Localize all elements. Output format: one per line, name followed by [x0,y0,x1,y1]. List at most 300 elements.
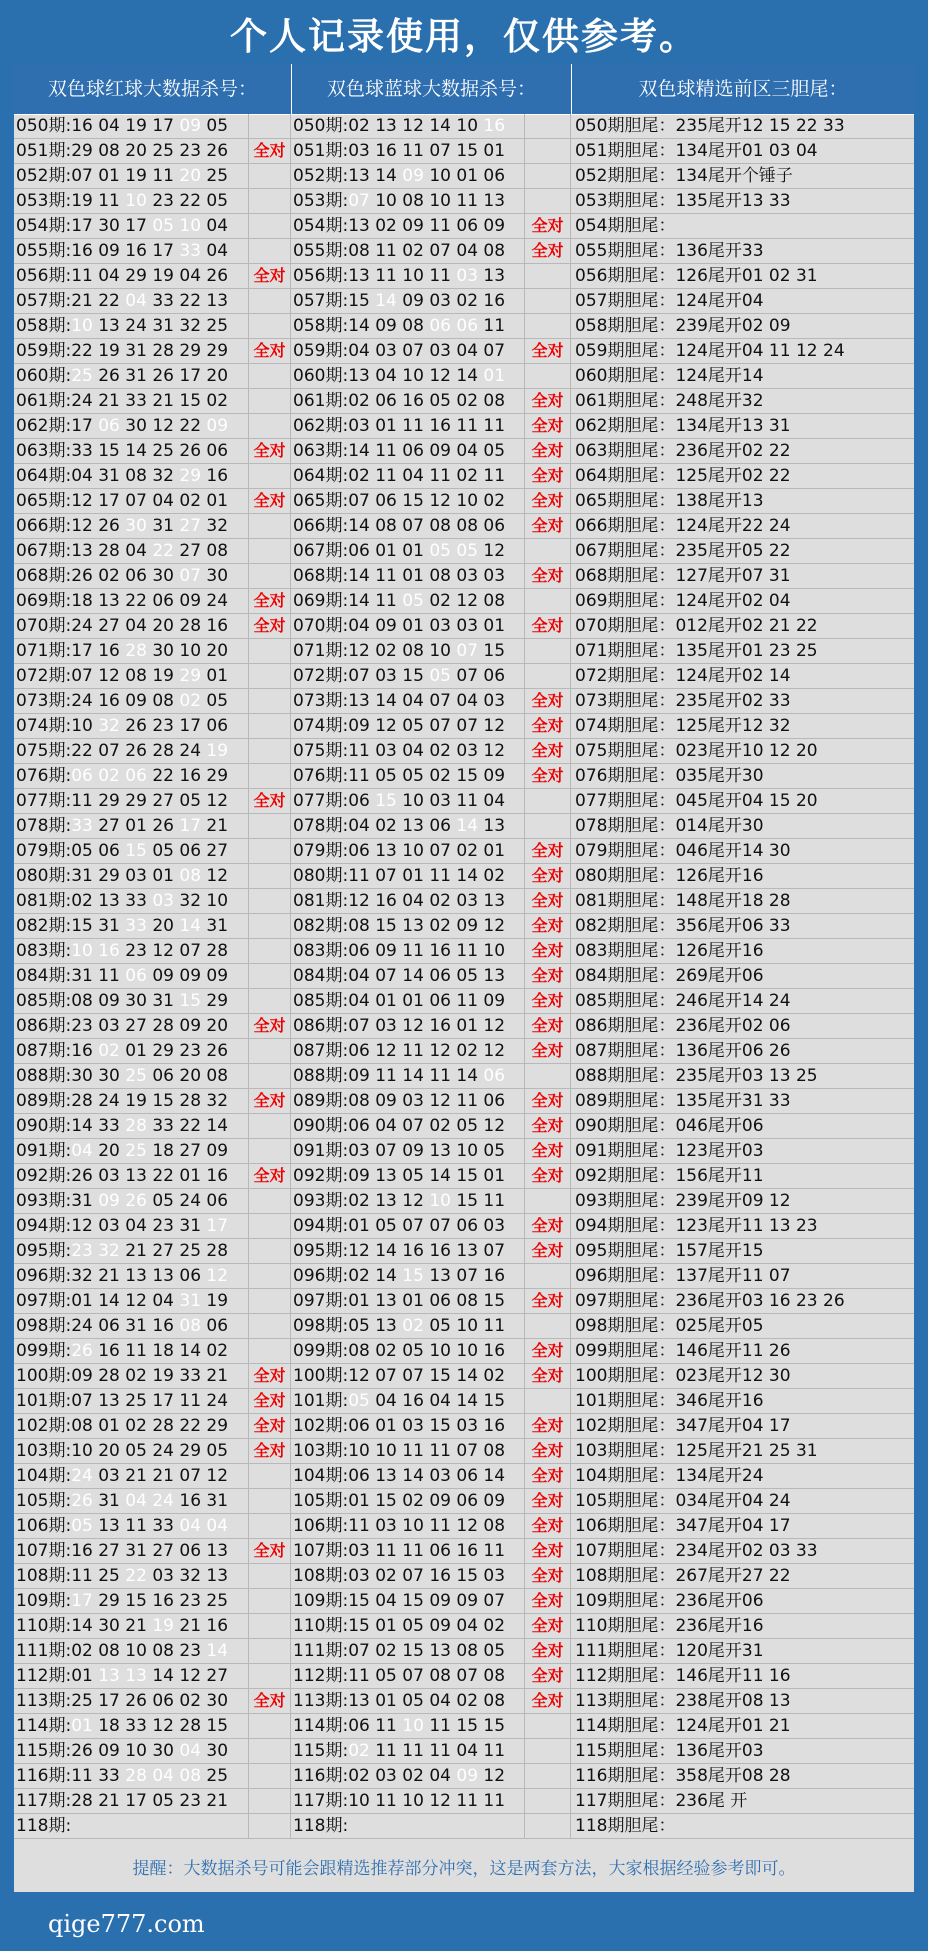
table-row [14,939,914,964]
red-kill-cell: 098期:24 06 31 16 08 06 [14,1314,249,1339]
blue-result-badge [525,639,571,664]
tail-pick-cell: 081期胆尾：148尾开18 28 [575,891,791,911]
table-row [14,1714,914,1739]
table-row [14,564,914,589]
blue-kill-cell: 091期:03 07 09 13 10 05 [291,1139,525,1164]
tail-pick-cell: 072期胆尾：124尾开02 14 [575,666,791,686]
blue-kill-cell: 066期:14 08 07 08 08 06 [291,514,525,539]
table-row [14,1264,914,1289]
blue-kill-cell: 078期:04 02 13 06 14 13 [291,814,525,839]
blue-result-badge: 全对 [525,714,571,739]
blue-kill-cell: 061期:02 06 16 05 02 08 [291,389,525,414]
blue-kill-cell: 063期:14 11 06 09 04 05 [291,439,525,464]
red-kill-cell: 091期:04 20 25 18 27 09 [14,1139,249,1164]
red-kill-cell: 072期:07 12 08 19 29 01 [14,664,249,689]
blue-kill-cell: 053期:07 10 08 10 11 13 [291,189,525,214]
tail-pick-cell: 106期胆尾：347尾开04 17 [575,1516,791,1536]
blue-kill-cell: 110期:15 01 05 09 04 02 [291,1614,525,1639]
blue-result-badge: 全对 [525,1039,571,1064]
blue-result-badge [525,1739,571,1764]
table-row [14,514,914,539]
blue-kill-cell: 052期:13 14 09 10 01 06 [291,164,525,189]
header-blue-kill: 双色球蓝球大数据杀号： [291,64,571,114]
tail-pick-cell: 090期胆尾：046尾开06 [575,1116,764,1136]
red-result-badge [249,1314,291,1339]
red-result-badge [249,564,291,589]
blue-result-badge: 全对 [525,1639,571,1664]
red-kill-cell: 117期:28 21 17 05 23 21 [14,1789,249,1814]
table-row [14,1189,914,1214]
header-tail-picks: 双色球精选前区三胆尾： [571,64,914,114]
red-result-badge [249,214,291,239]
table-row [14,1414,914,1439]
red-kill-cell: 081期:02 13 33 03 32 10 [14,889,249,914]
table-row [14,364,914,389]
red-kill-cell: 058期:10 13 24 31 32 25 [14,314,249,339]
table-row [14,1464,914,1489]
table-row [14,164,914,189]
blue-kill-cell: 074期:09 12 05 07 07 12 [291,714,525,739]
red-result-badge: 全对 [249,489,291,514]
table-row [14,1239,914,1264]
red-result-badge: 全对 [249,1414,291,1439]
tail-pick-cell: 103期胆尾：125尾开21 25 31 [575,1441,818,1461]
table-row [14,1289,914,1314]
blue-result-badge: 全对 [525,764,571,789]
blue-result-badge: 全对 [525,739,571,764]
red-kill-cell: 075期:22 07 26 28 24 19 [14,739,249,764]
red-result-badge [249,1064,291,1089]
tail-pick-cell: 102期胆尾：347尾开04 17 [575,1416,791,1436]
red-result-badge: 全对 [249,139,291,164]
red-result-badge: 全对 [249,1164,291,1189]
tail-pick-cell: 078期胆尾：014尾开30 [575,816,764,836]
table-row [14,1539,914,1564]
red-kill-cell: 085期:08 09 30 31 15 29 [14,989,249,1014]
blue-result-badge: 全对 [525,1414,571,1439]
blue-kill-cell: 080期:11 07 01 11 14 02 [291,864,525,889]
table-row [14,614,914,639]
red-kill-cell: 070期:24 27 04 20 28 16 [14,614,249,639]
red-kill-cell: 106期:05 13 11 33 04 04 [14,1514,249,1539]
red-kill-cell: 068期:26 02 06 30 07 30 [14,564,249,589]
red-result-badge [249,739,291,764]
tail-pick-cell: 062期胆尾：134尾开13 31 [575,416,791,436]
red-result-badge [249,389,291,414]
table-row [14,139,914,164]
blue-result-badge [525,1789,571,1814]
tail-pick-cell: 116期胆尾：358尾开08 28 [575,1766,791,1786]
red-result-badge [249,689,291,714]
blue-result-badge: 全对 [525,1014,571,1039]
table-row [14,1739,914,1764]
tail-pick-cell: 052期胆尾：134尾开个锤子 [575,166,793,186]
red-kill-cell: 104期:24 03 21 21 07 12 [14,1464,249,1489]
red-result-badge: 全对 [249,1364,291,1389]
table-row [14,1164,914,1189]
blue-kill-cell: 095期:12 14 16 16 13 07 [291,1239,525,1264]
table-row [14,914,914,939]
red-kill-cell: 071期:17 16 28 30 10 20 [14,639,249,664]
red-result-badge [249,1714,291,1739]
blue-kill-cell: 105期:01 15 02 09 06 09 [291,1489,525,1514]
blue-kill-cell: 089期:08 09 03 12 11 06 [291,1089,525,1114]
table-row [14,1089,914,1114]
blue-kill-cell: 051期:03 16 11 07 15 01 [291,139,525,164]
blue-result-badge: 全对 [525,1239,571,1264]
red-result-badge [249,189,291,214]
blue-result-badge: 全对 [525,214,571,239]
table-row [14,1214,914,1239]
blue-kill-cell: 104期:06 13 14 03 06 14 [291,1464,525,1489]
blue-result-badge: 全对 [525,864,571,889]
red-result-badge: 全对 [249,1539,291,1564]
blue-result-badge: 全对 [525,414,571,439]
table-row [14,1039,914,1064]
red-kill-cell: 069期:18 13 22 06 09 24 [14,589,249,614]
tail-pick-cell: 108期胆尾：267尾开27 22 [575,1566,791,1586]
red-result-badge: 全对 [249,589,291,614]
table-row [14,1314,914,1339]
red-kill-cell: 087期:16 02 01 29 23 26 [14,1039,249,1064]
blue-kill-cell: 082期:08 15 13 02 09 12 [291,914,525,939]
blue-kill-cell: 071期:12 02 08 10 07 15 [291,639,525,664]
red-result-badge [249,364,291,389]
tail-pick-cell: 097期胆尾：236尾开03 16 23 26 [575,1291,845,1311]
red-result-badge [249,914,291,939]
blue-result-badge: 全对 [525,239,571,264]
blue-result-badge: 全对 [525,839,571,864]
blue-kill-cell: 068期:14 11 01 08 03 03 [291,564,525,589]
red-result-badge: 全对 [249,264,291,289]
table-row [14,189,914,214]
blue-result-badge [525,1064,571,1089]
red-kill-cell: 107期:16 27 31 27 06 13 [14,1539,249,1564]
blue-result-badge: 全对 [525,1214,571,1239]
tail-pick-cell: 093期胆尾：239尾开09 12 [575,1191,791,1211]
blue-kill-cell: 102期:06 01 03 15 03 16 [291,1414,525,1439]
red-result-badge [249,814,291,839]
red-kill-cell: 067期:13 28 04 22 27 08 [14,539,249,564]
blue-result-badge: 全对 [525,1114,571,1139]
blue-kill-cell: 112期:11 05 07 08 07 08 [291,1664,525,1689]
tail-pick-cell: 087期胆尾：136尾开06 26 [575,1041,791,1061]
table-row [14,1364,914,1389]
blue-kill-cell: 062期:03 01 11 16 11 11 [291,414,525,439]
tail-pick-cell: 111期胆尾：120尾开31 [575,1641,764,1661]
blue-result-badge [525,289,571,314]
red-result-badge: 全对 [249,1439,291,1464]
red-kill-cell: 062期:17 06 30 12 22 09 [14,414,249,439]
table-row [14,1614,914,1639]
tail-pick-cell: 076期胆尾：035尾开30 [575,766,764,786]
red-kill-cell: 059期:22 19 31 28 29 29 [14,339,249,364]
blue-kill-cell: 103期:10 10 11 11 07 08 [291,1439,525,1464]
table-row [14,1789,914,1814]
blue-kill-cell: 073期:13 14 04 07 04 03 [291,689,525,714]
tail-pick-cell: 091期胆尾：123尾开03 [575,1141,764,1161]
blue-kill-cell: 106期:11 03 10 11 12 08 [291,1514,525,1539]
blue-result-badge: 全对 [525,564,571,589]
red-result-badge [249,1139,291,1164]
table-row [14,1389,914,1414]
blue-kill-cell: 057期:15 14 09 03 02 16 [291,289,525,314]
tail-pick-cell: 059期胆尾：124尾开04 11 12 24 [575,341,845,361]
blue-kill-cell: 092期:09 13 05 14 15 01 [291,1164,525,1189]
tail-pick-cell: 105期胆尾：034尾开04 24 [575,1491,791,1511]
red-kill-cell: 088期:30 30 25 06 20 08 [14,1064,249,1089]
tail-pick-cell: 085期胆尾：246尾开14 24 [575,991,791,1011]
blue-result-badge [525,1389,571,1414]
tail-pick-cell: 082期胆尾：356尾开06 33 [575,916,791,936]
red-kill-cell: 099期:26 16 11 18 14 02 [14,1339,249,1364]
tail-pick-cell: 083期胆尾：126尾开16 [575,941,764,961]
tail-pick-cell: 113期胆尾：238尾开08 13 [575,1691,791,1711]
blue-kill-cell: 067期:06 01 01 05 05 12 [291,539,525,564]
table-row [14,589,914,614]
red-result-badge [249,1664,291,1689]
red-result-badge: 全对 [249,1014,291,1039]
table-row [14,1639,914,1664]
red-result-badge: 全对 [249,1389,291,1414]
blue-result-badge: 全对 [525,889,571,914]
tail-pick-cell: 066期胆尾：124尾开22 24 [575,516,791,536]
blue-result-badge [525,664,571,689]
table-row [14,414,914,439]
tail-pick-cell: 054期胆尾： [575,216,676,236]
blue-result-badge: 全对 [525,1664,571,1689]
table-row [14,1439,914,1464]
table-row [14,689,914,714]
red-result-badge [249,539,291,564]
blue-kill-cell: 083期:06 09 11 16 11 10 [291,939,525,964]
red-kill-cell: 109期:17 29 15 16 23 25 [14,1589,249,1614]
red-kill-cell: 079期:05 06 15 05 06 27 [14,839,249,864]
blue-kill-cell: 100期:12 07 07 15 14 02 [291,1364,525,1389]
blue-result-badge: 全对 [525,1689,571,1714]
table-row [14,1014,914,1039]
tail-pick-cell: 089期胆尾：135尾开31 33 [575,1091,791,1111]
blue-kill-cell: 099期:08 02 05 10 10 16 [291,1339,525,1364]
tail-pick-cell: 098期胆尾：025尾开05 [575,1316,764,1336]
tail-pick-cell: 056期胆尾：126尾开01 02 31 [575,266,818,286]
red-kill-cell: 065期:12 17 07 04 02 01 [14,489,249,514]
red-kill-cell: 096期:32 21 13 13 06 12 [14,1264,249,1289]
blue-result-badge: 全对 [525,689,571,714]
blue-kill-cell: 055期:08 11 02 07 04 08 [291,239,525,264]
blue-kill-cell: 077期:06 15 10 03 11 04 [291,789,525,814]
tail-pick-cell: 061期胆尾：248尾开32 [575,391,764,411]
blue-result-badge: 全对 [525,1514,571,1539]
blue-kill-cell: 058期:14 09 08 06 06 11 [291,314,525,339]
red-result-badge [249,1614,291,1639]
red-kill-cell: 108期:11 25 22 03 32 13 [14,1564,249,1589]
blue-kill-cell: 060期:13 04 10 12 14 01 [291,364,525,389]
table-row [14,964,914,989]
tail-pick-cell: 050期胆尾：235尾开12 15 22 33 [575,116,845,136]
blue-result-badge [525,814,571,839]
blue-result-badge: 全对 [525,1614,571,1639]
table-row [14,664,914,689]
blue-kill-cell: 085期:04 01 01 06 11 09 [291,989,525,1014]
blue-kill-cell: 064期:02 11 04 11 02 11 [291,464,525,489]
red-kill-cell: 102期:08 01 02 28 22 29 [14,1414,249,1439]
blue-kill-cell: 059期:04 03 07 03 04 07 [291,339,525,364]
blue-kill-cell: 097期:01 13 01 06 08 15 [291,1289,525,1314]
blue-kill-cell: 115期:02 11 11 11 04 11 [291,1739,525,1764]
red-result-badge [249,1814,291,1839]
table-row [14,889,914,914]
tail-pick-cell: 070期胆尾：012尾开02 21 22 [575,616,818,636]
tail-pick-cell: 075期胆尾：023尾开10 12 20 [575,741,818,761]
table-row [14,1514,914,1539]
tail-pick-cell: 096期胆尾：137尾开11 07 [575,1266,791,1286]
blue-result-badge: 全对 [525,1164,571,1189]
tail-pick-cell: 100期胆尾：023尾开12 30 [575,1366,791,1386]
blue-result-badge [525,589,571,614]
table-row [14,1814,914,1839]
table-header [14,64,914,115]
table-row [14,264,914,289]
blue-result-badge: 全对 [525,464,571,489]
blue-result-badge [525,189,571,214]
table-row [14,814,914,839]
red-result-badge [249,1639,291,1664]
table-row [14,289,914,314]
red-result-badge [249,1264,291,1289]
tail-pick-cell: 065期胆尾：138尾开13 [575,491,764,511]
red-result-badge: 全对 [249,789,291,814]
red-result-badge [249,414,291,439]
red-kill-cell: 064期:04 31 08 32 29 16 [14,464,249,489]
blue-result-badge [525,1714,571,1739]
red-kill-cell: 114期:01 18 33 12 28 15 [14,1714,249,1739]
blue-result-badge: 全对 [525,1339,571,1364]
page-title: 个人记录使用，仅供参考。 [230,15,698,58]
tail-pick-cell: 051期胆尾：134尾开01 03 04 [575,141,818,161]
tail-pick-cell: 109期胆尾：236尾开06 [575,1591,764,1611]
red-result-badge [249,1239,291,1264]
table-row [14,864,914,889]
tail-pick-cell: 058期胆尾：239尾开02 09 [575,316,791,336]
blue-result-badge: 全对 [525,339,571,364]
red-kill-cell: 090期:14 33 28 33 22 14 [14,1114,249,1139]
red-result-badge [249,1764,291,1789]
blue-kill-cell: 118期: [291,1814,525,1839]
red-kill-cell: 055期:16 09 16 17 33 04 [14,239,249,264]
tail-pick-cell: 107期胆尾：234尾开02 03 33 [575,1541,818,1561]
blue-result-badge [525,139,571,164]
tail-pick-cell: 063期胆尾：236尾开02 22 [575,441,791,461]
red-result-badge [249,164,291,189]
red-result-badge [249,964,291,989]
table-row [14,239,914,264]
blue-kill-cell: 076期:11 05 05 02 15 09 [291,764,525,789]
table-row [14,214,914,239]
tail-pick-cell: 099期胆尾：146尾开11 26 [575,1341,791,1361]
blue-result-badge: 全对 [525,1439,571,1464]
blue-kill-cell: 050期:02 13 12 14 10 16 [291,114,525,139]
red-kill-cell: 089期:28 24 19 15 28 32 [14,1089,249,1114]
tail-pick-cell: 074期胆尾：125尾开12 32 [575,716,791,736]
tail-pick-cell: 068期胆尾：127尾开07 31 [575,566,791,586]
tail-pick-cell: 110期胆尾：236尾开16 [575,1616,764,1636]
blue-result-badge: 全对 [525,939,571,964]
red-kill-cell: 095期:23 32 21 27 25 28 [14,1239,249,1264]
table-row [14,1664,914,1689]
red-kill-cell: 105期:26 31 04 24 16 31 [14,1489,249,1514]
blue-kill-cell: 094期:01 05 07 07 06 03 [291,1214,525,1239]
red-result-badge [249,1564,291,1589]
tail-pick-cell: 079期胆尾：046尾开14 30 [575,841,791,861]
red-result-badge [249,889,291,914]
blue-kill-cell: 096期:02 14 15 13 07 16 [291,1264,525,1289]
tail-pick-cell: 101期胆尾：346尾开16 [575,1391,764,1411]
blue-result-badge [525,314,571,339]
blue-kill-cell: 093期:02 13 12 10 15 11 [291,1189,525,1214]
red-result-badge [249,639,291,664]
blue-kill-cell: 072期:07 03 15 05 07 06 [291,664,525,689]
red-result-badge [249,1289,291,1314]
table-row [14,1489,914,1514]
table-row [14,789,914,814]
blue-result-badge: 全对 [525,1289,571,1314]
blue-kill-cell: 056期:13 11 10 11 03 13 [291,264,525,289]
table-row [14,539,914,564]
table-row [14,739,914,764]
blue-result-badge [525,1314,571,1339]
tail-pick-cell: 086期胆尾：236尾开02 06 [575,1016,791,1036]
blue-kill-cell: 075期:11 03 04 02 03 12 [291,739,525,764]
table-row [14,714,914,739]
blue-kill-cell: 088期:09 11 14 11 14 06 [291,1064,525,1089]
tail-pick-cell: 115期胆尾：136尾开03 [575,1741,764,1761]
red-kill-cell: 057期:21 22 04 33 22 13 [14,289,249,314]
blue-result-badge [525,114,571,139]
red-result-badge: 全对 [249,439,291,464]
red-result-badge [249,114,291,139]
blue-kill-cell: 081期:12 16 04 02 03 13 [291,889,525,914]
records-table [14,114,914,1839]
table-row [14,339,914,364]
red-kill-cell: 080期:31 29 03 01 08 12 [14,864,249,889]
red-result-badge [249,764,291,789]
header-red-kill: 双色球红球大数据杀号： [47,78,257,100]
blue-result-badge: 全对 [525,989,571,1014]
blue-result-badge: 全对 [525,1089,571,1114]
red-kill-cell: 063期:33 15 14 25 26 06 [14,439,249,464]
red-result-badge [249,714,291,739]
red-result-badge [249,239,291,264]
blue-kill-cell: 084期:04 07 14 06 05 13 [291,964,525,989]
blue-result-badge [525,1189,571,1214]
blue-result-badge: 全对 [525,439,571,464]
red-result-badge [249,1464,291,1489]
blue-kill-cell: 108期:03 02 07 16 15 03 [291,1564,525,1589]
blue-result-badge [525,539,571,564]
blue-kill-cell: 109期:15 04 15 09 09 07 [291,1589,525,1614]
red-kill-cell: 082期:15 31 33 20 14 31 [14,914,249,939]
blue-result-badge [525,264,571,289]
red-result-badge [249,1489,291,1514]
red-result-badge [249,1114,291,1139]
red-kill-cell: 092期:26 03 13 22 01 16 [14,1164,249,1189]
blue-kill-cell: 117期:10 11 10 12 11 11 [291,1789,525,1814]
tail-pick-cell: 069期胆尾：124尾开02 04 [575,591,791,611]
blue-kill-cell: 065期:07 06 15 12 10 02 [291,489,525,514]
red-kill-cell: 101期:07 13 25 17 11 24 [14,1389,249,1414]
blue-result-badge: 全对 [525,1464,571,1489]
